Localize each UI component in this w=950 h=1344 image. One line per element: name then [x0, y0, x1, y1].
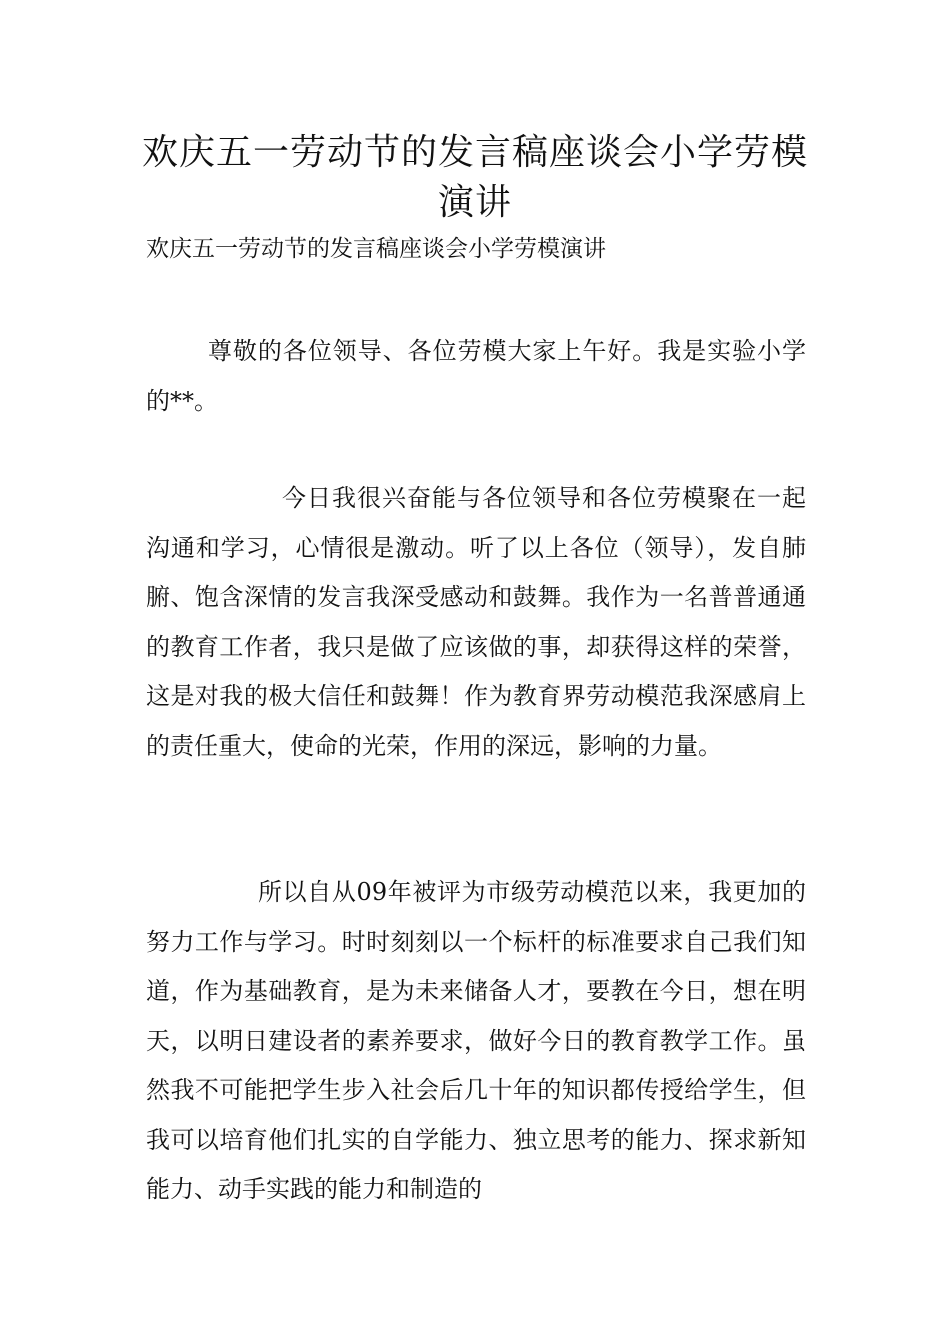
paragraph-work: 所以自从09年被评为市级劳动模范以来，我更加的努力工作与学习。时时刻刻以一个标杆的标准要求自己我们知道，作为基础教育，是为未来储备人才，要教在今日，想在明天，以明日建设者的素养要求，做好今日的教育教学工作。虽然我不可能把学生步入社会后几十年的知识都传授给学生，但我可以培育他们扎实的自学能力、独立思考的能力、探求新知能力、动手实践的能力和制造的 [146, 878, 806, 1203]
document-subtitle: 欢庆五一劳动节的发言稿座谈会小学劳模演讲 [146, 236, 606, 262]
document-title: 欢庆五一劳动节的发言稿座谈会小学劳模演讲 [141, 132, 808, 223]
paragraph-gratitude: 今日我很兴奋能与各位领导和各位劳模聚在一起沟通和学习，心情很是激动。听了以上各位（领导），发自肺腑、饱含深情的发言我深受感动和鼓舞。我作为一名普普通通的教育工作者，我只是做了应该做的事，却获得这样的荣誉，这是对我的极大信任和鼓舞！作为教育界劳动模范我深感肩上的责任重大，使命的光荣，作用的深远，影响的力量。 [146, 484, 806, 760]
paragraph-greeting: 尊敬的各位领导、各位劳模大家上午好。我是实验小学的**。 [146, 337, 806, 415]
